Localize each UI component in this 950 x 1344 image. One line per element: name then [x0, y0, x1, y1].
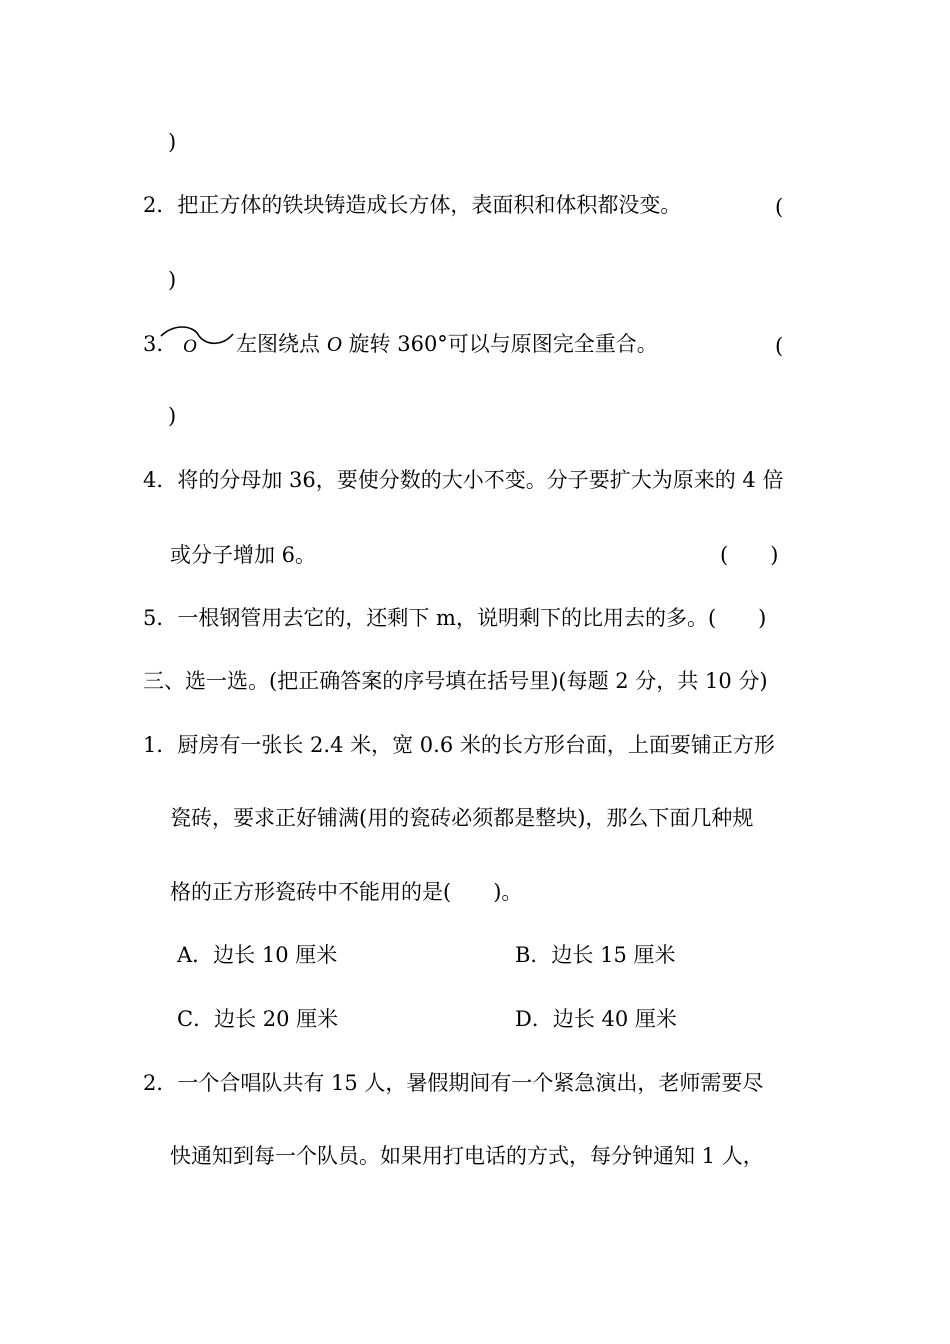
rotation-figure [159, 322, 235, 352]
judge-question-5-text: 5．一根钢管用去它的，还剩下 m，说明剩下的比用去的多。( ) [143, 606, 767, 630]
judge-question-3-close-paren: ) [168, 404, 177, 428]
judge-question-3-number: 3. [143, 332, 164, 356]
choice-question-1-line-3: 格的正方形瓷砖中不能用的是( )。 [170, 880, 523, 904]
judge-question-4-line-1: 4．将的分母加 36，要使分数的大小不变。分子要扩大为原来的 4 倍 [143, 468, 784, 492]
rotation-center-label: O [183, 336, 197, 357]
option-d: D．边长 40 厘米 [515, 1007, 677, 1031]
judge-question-4-answer-paren: ( ) [720, 543, 779, 567]
section-3-heading: 三、选一选。(把正确答案的序号填在括号里)(每题 2 分，共 10 分) [143, 669, 768, 693]
choice-question-1-line-1: 1．厨房有一张长 2.4 米，宽 0.6 米的长方形台面，上面要铺正方形 [143, 733, 775, 757]
rotation-figure-lower-arc [199, 334, 233, 343]
judge-question-2-close-paren: ) [168, 268, 177, 292]
choice-question-2-line-1: 2．一个合唱队共有 15 人，暑假期间有一个紧急演出，老师需要尽 [143, 1071, 764, 1095]
option-b: B．边长 15 厘米 [515, 943, 676, 967]
judge-question-3-text-b: 旋转 360°可以与原图完全重合。 [348, 332, 658, 356]
option-c: C．边长 20 厘米 [177, 1007, 339, 1031]
judge-question-2-open-paren: ( [775, 195, 784, 219]
judge-question-2-text: 2．把正方体的铁块铸造成长方体，表面积和体积都没变。 [143, 193, 682, 217]
point-o-label: O [326, 332, 342, 356]
judge-question-3-open-paren: ( [775, 334, 784, 358]
prev-question-close-paren: ) [168, 130, 177, 154]
option-a: A．边长 10 厘米 [177, 943, 338, 967]
choice-question-1-line-2: 瓷砖，要求正好铺满(用的瓷砖必须都是整块)，那么下面几种规 [170, 806, 754, 830]
judge-question-3-text-a: 左图绕点 [236, 332, 320, 356]
judge-question-4-line-2: 或分子增加 6。 [170, 543, 317, 567]
choice-question-2-line-2: 快通知到每一个队员。如果用打电话的方式，每分钟通知 1 人， [170, 1144, 764, 1168]
judge-question-3-text [236, 330, 658, 358]
